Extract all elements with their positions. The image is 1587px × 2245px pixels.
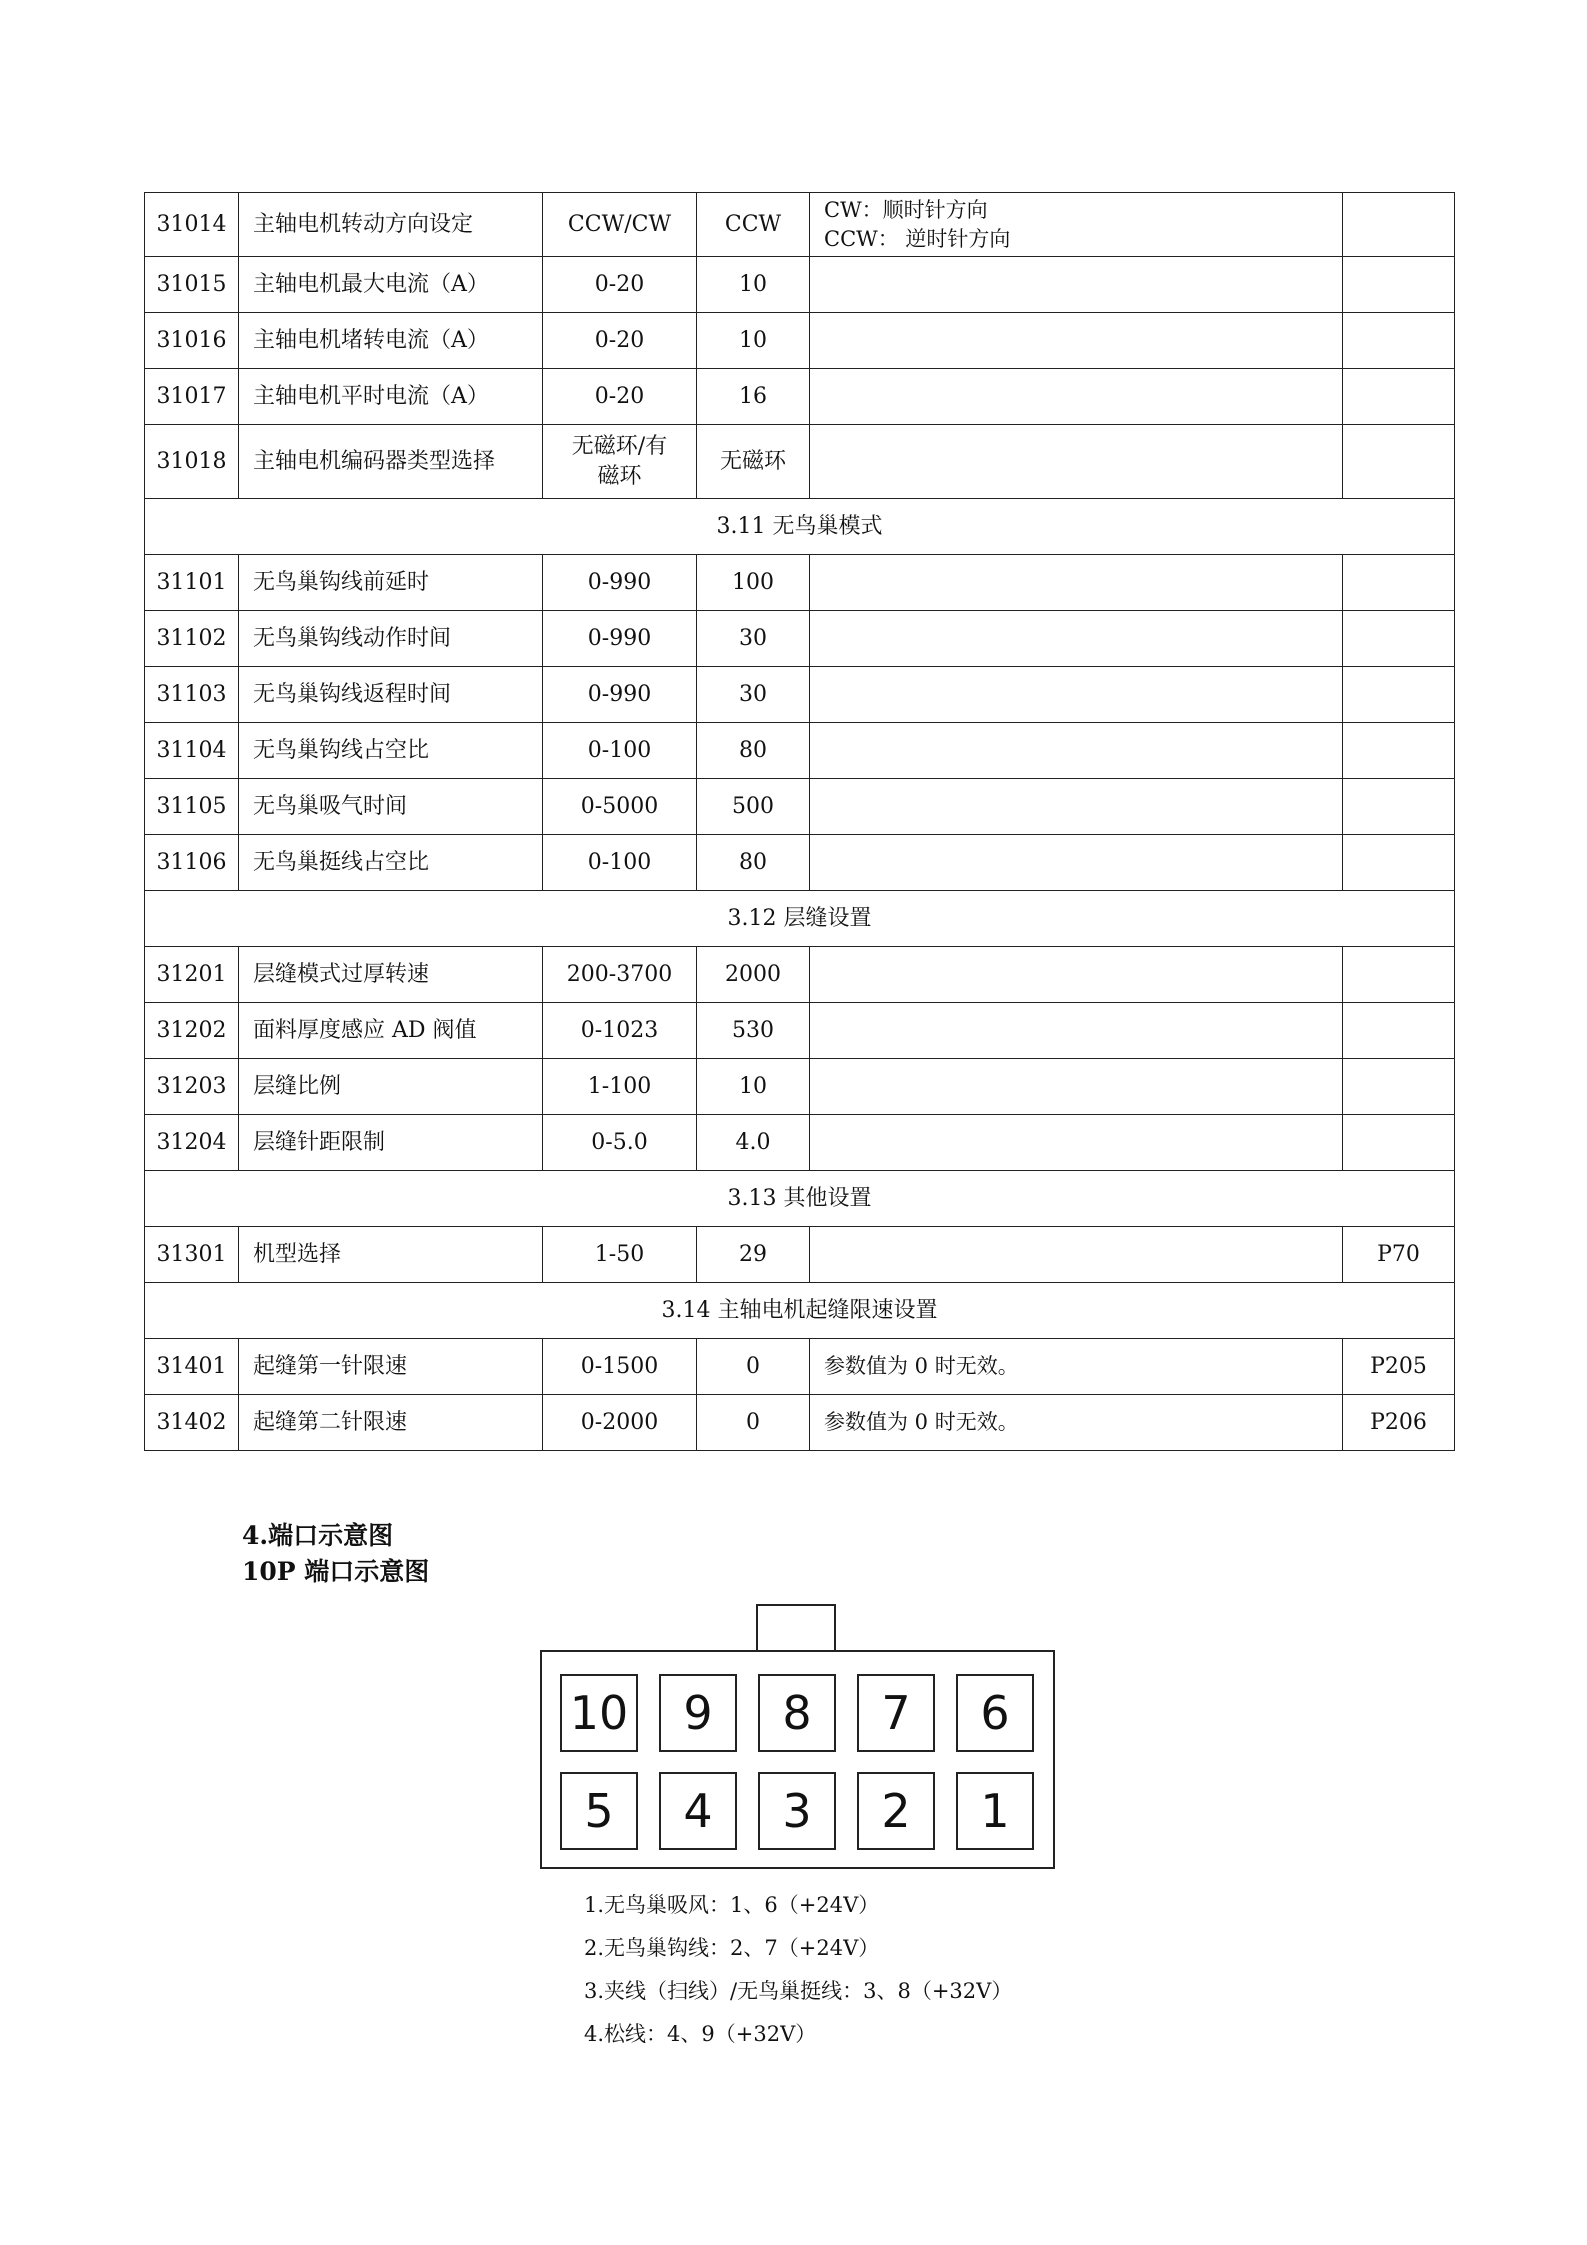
param-default-cell: 0 <box>697 1395 810 1451</box>
param-ref-cell <box>1343 555 1455 611</box>
param-desc-cell <box>810 1059 1343 1115</box>
param-range-cell: 0-990 <box>543 611 697 667</box>
section-row <box>145 891 1455 947</box>
param-range-cell: 0-5.0 <box>543 1115 697 1171</box>
param-ref-cell <box>1343 667 1455 723</box>
param-id-cell: 31014 <box>145 193 239 257</box>
param-name-cell: 无鸟巢钩线动作时间 <box>239 611 543 667</box>
param-desc-cell <box>810 779 1343 835</box>
param-default-cell: 30 <box>697 611 810 667</box>
table-row <box>145 369 1455 425</box>
param-desc-cell <box>810 611 1343 667</box>
param-id-cell: 31401 <box>145 1339 239 1395</box>
table-row <box>145 555 1455 611</box>
table-row <box>145 193 1455 257</box>
param-id-cell: 31016 <box>145 313 239 369</box>
param-desc-cell <box>810 1227 1343 1283</box>
param-range-cell: 1-50 <box>543 1227 697 1283</box>
section-title: 3.13 其他设置 <box>145 1171 1455 1227</box>
param-desc-cell <box>810 947 1343 1003</box>
param-id-cell: 31106 <box>145 835 239 891</box>
pin-label: 10 <box>560 1674 638 1752</box>
param-ref-cell <box>1343 193 1455 257</box>
param-range-cell: 1-100 <box>543 1059 697 1115</box>
param-ref-cell <box>1343 779 1455 835</box>
param-id-cell: 31203 <box>145 1059 239 1115</box>
pin-note: 1.无鸟巢吸风：1、6（+24V） <box>584 1893 880 1917</box>
param-ref-cell <box>1343 611 1455 667</box>
pin-label: 2 <box>857 1772 935 1850</box>
param-desc-cell <box>810 369 1343 425</box>
param-default-cell: 530 <box>697 1003 810 1059</box>
table-row <box>145 611 1455 667</box>
param-desc-line: 参数值为 0 时无效。 <box>824 1354 1019 1379</box>
section-title: 3.12 层缝设置 <box>145 891 1455 947</box>
param-default-cell: 0 <box>697 1339 810 1395</box>
port-diagram-subheading: 10P 端口示意图 <box>242 1557 430 1586</box>
param-name-cell: 层缝比例 <box>239 1059 543 1115</box>
param-ref-cell: P205 <box>1343 1339 1455 1395</box>
param-name-cell: 层缝模式过厚转速 <box>239 947 543 1003</box>
param-name-cell: 无鸟巢吸气时间 <box>239 779 543 835</box>
param-id-cell: 31104 <box>145 723 239 779</box>
section-row <box>145 1283 1455 1339</box>
param-id-cell: 31015 <box>145 257 239 313</box>
pin-note: 3.夹线（扫线）/无鸟巢挺线：3、8（+32V） <box>584 1979 1013 2003</box>
param-id-cell: 31101 <box>145 555 239 611</box>
param-id-cell: 31103 <box>145 667 239 723</box>
table-row <box>145 1059 1455 1115</box>
table-row <box>145 425 1455 499</box>
param-ref-cell <box>1343 313 1455 369</box>
param-name-cell: 主轴电机最大电流（A） <box>239 257 543 313</box>
param-desc-cell <box>810 835 1343 891</box>
param-id-cell: 31402 <box>145 1395 239 1451</box>
pin-label: 8 <box>758 1674 836 1752</box>
table-row <box>145 947 1455 1003</box>
param-name-cell: 起缝第二针限速 <box>239 1395 543 1451</box>
param-name-cell: 层缝针距限制 <box>239 1115 543 1171</box>
section-title: 3.11 无鸟巢模式 <box>145 499 1455 555</box>
param-desc-cell <box>810 667 1343 723</box>
param-ref-cell <box>1343 947 1455 1003</box>
param-default-cell: 4.0 <box>697 1115 810 1171</box>
table-row <box>145 313 1455 369</box>
param-name-cell: 无鸟巢钩线占空比 <box>239 723 543 779</box>
param-ref-cell <box>1343 425 1455 499</box>
param-name-cell: 主轴电机编码器类型选择 <box>239 425 543 499</box>
param-name-cell: 主轴电机堵转电流（A） <box>239 313 543 369</box>
param-ref-cell <box>1343 723 1455 779</box>
table-row <box>145 779 1455 835</box>
table-row <box>145 1227 1455 1283</box>
param-default-cell: 10 <box>697 1059 810 1115</box>
param-desc-cell <box>810 425 1343 499</box>
param-default-cell: 无磁环 <box>697 425 810 499</box>
parameter-table <box>144 192 1455 1451</box>
param-range-cell: 0-2000 <box>543 1395 697 1451</box>
param-range-cell: 0-1500 <box>543 1339 697 1395</box>
pin-note: 4.松线：4、9（+32V） <box>584 2022 817 2046</box>
pin-label: 9 <box>659 1674 737 1752</box>
param-desc-cell <box>810 723 1343 779</box>
param-desc-cell <box>810 1003 1343 1059</box>
table-row <box>145 1395 1455 1451</box>
param-name-cell: 主轴电机转动方向设定 <box>239 193 543 257</box>
connector-10p-diagram <box>540 1604 1055 1869</box>
param-ref-cell <box>1343 1059 1455 1115</box>
param-default-cell: 100 <box>697 555 810 611</box>
param-name-cell: 机型选择 <box>239 1227 543 1283</box>
section-row <box>145 499 1455 555</box>
param-range-cell: 0-100 <box>543 835 697 891</box>
param-id-cell: 31202 <box>145 1003 239 1059</box>
param-range-cell: 0-20 <box>543 313 697 369</box>
param-default-cell: 30 <box>697 667 810 723</box>
param-ref-cell: P70 <box>1343 1227 1455 1283</box>
param-desc-cell <box>810 257 1343 313</box>
param-range-cell: 0-20 <box>543 257 697 313</box>
param-default-cell: 29 <box>697 1227 810 1283</box>
param-range-cell <box>543 425 697 499</box>
param-default-cell: 80 <box>697 723 810 779</box>
param-range-cell: 200-3700 <box>543 947 697 1003</box>
param-desc-cell <box>810 1115 1343 1171</box>
param-desc-line: CCW： 逆时针方向 <box>824 226 1011 251</box>
param-range-line: 磁环 <box>597 463 642 489</box>
section-title: 3.14 主轴电机起缝限速设置 <box>145 1283 1455 1339</box>
table-row <box>145 1339 1455 1395</box>
param-range-cell: 0-990 <box>543 555 697 611</box>
param-ref-cell: P206 <box>1343 1395 1455 1451</box>
param-range-line: 无磁环/有 <box>571 433 668 459</box>
table-row <box>145 667 1455 723</box>
param-desc-line: CW：顺时针方向 <box>824 198 988 223</box>
table-row <box>145 1003 1455 1059</box>
param-range-cell: 0-1023 <box>543 1003 697 1059</box>
param-desc-cell <box>810 313 1343 369</box>
param-id-cell: 31102 <box>145 611 239 667</box>
param-desc-cell <box>810 1339 1343 1395</box>
param-ref-cell <box>1343 1115 1455 1171</box>
param-name-cell: 主轴电机平时电流（A） <box>239 369 543 425</box>
pin-label: 5 <box>560 1772 638 1850</box>
param-default-cell: 10 <box>697 257 810 313</box>
pin-label: 6 <box>956 1674 1034 1752</box>
param-default-cell: 500 <box>697 779 810 835</box>
param-desc-cell <box>810 193 1343 257</box>
param-name-cell: 无鸟巢钩线返程时间 <box>239 667 543 723</box>
param-range-cell: 0-20 <box>543 369 697 425</box>
param-default-cell: 2000 <box>697 947 810 1003</box>
param-default-cell: 10 <box>697 313 810 369</box>
pin-label: 3 <box>758 1772 836 1850</box>
parameter-table-body <box>145 193 1455 1451</box>
param-desc-cell <box>810 1395 1343 1451</box>
param-ref-cell <box>1343 257 1455 313</box>
param-id-cell: 31301 <box>145 1227 239 1283</box>
param-range-cell: 0-100 <box>543 723 697 779</box>
pin-note: 2.无鸟巢钩线：2、7（+24V） <box>584 1936 880 1960</box>
table-row <box>145 723 1455 779</box>
pin-label: 4 <box>659 1772 737 1850</box>
section-4-heading: 4.端口示意图 <box>242 1521 394 1550</box>
table-row <box>145 1115 1455 1171</box>
pin-label: 1 <box>956 1772 1034 1850</box>
param-name-cell: 面料厚度感应 AD 阀值 <box>239 1003 543 1059</box>
param-id-cell: 31201 <box>145 947 239 1003</box>
param-range-cell: 0-5000 <box>543 779 697 835</box>
table-row <box>145 257 1455 313</box>
param-name-cell: 无鸟巢挺线占空比 <box>239 835 543 891</box>
param-ref-cell <box>1343 1003 1455 1059</box>
param-name-cell: 起缝第一针限速 <box>239 1339 543 1395</box>
param-desc-line: 参数值为 0 时无效。 <box>824 1410 1019 1435</box>
param-range-cell: CCW/CW <box>543 193 697 257</box>
table-row <box>145 835 1455 891</box>
pin-notes-list <box>584 1884 1012 2056</box>
section-row <box>145 1171 1455 1227</box>
param-id-cell: 31105 <box>145 779 239 835</box>
param-ref-cell <box>1343 835 1455 891</box>
param-id-cell: 31017 <box>145 369 239 425</box>
param-id-cell: 31018 <box>145 425 239 499</box>
param-default-cell: 16 <box>697 369 810 425</box>
param-default-cell: CCW <box>697 193 810 257</box>
pin-label: 7 <box>857 1674 935 1752</box>
param-default-cell: 80 <box>697 835 810 891</box>
connector-latch <box>756 1604 836 1652</box>
param-ref-cell <box>1343 369 1455 425</box>
param-desc-cell <box>810 555 1343 611</box>
param-id-cell: 31204 <box>145 1115 239 1171</box>
param-name-cell: 无鸟巢钩线前延时 <box>239 555 543 611</box>
param-range-cell: 0-990 <box>543 667 697 723</box>
